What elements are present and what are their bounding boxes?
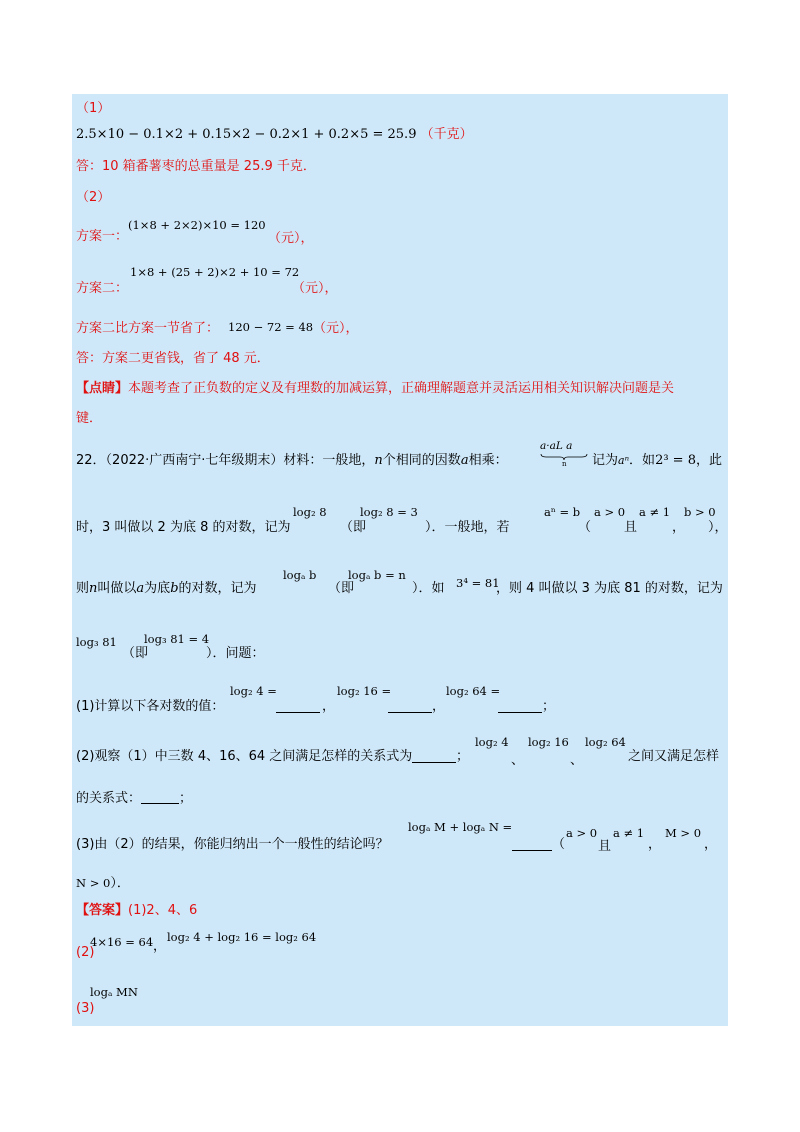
sub3-a-ne-1: a ≠ 1 [613, 826, 645, 840]
var-a-2: a [136, 581, 145, 596]
q22-l2-comma: ， [672, 520, 686, 535]
q22-text-f: ，此 [695, 453, 722, 468]
q22-text-a: 材料：一般地， [283, 453, 375, 468]
sub1-log4: log₂ 4 = [230, 684, 277, 698]
q22-l2-open: （ [578, 520, 592, 535]
sub1-blank-1[interactable] [276, 700, 320, 713]
answer-2-comma: ， [153, 939, 167, 954]
sub1-comma-1: ， [322, 699, 336, 714]
part1-unit: （千克） [420, 127, 473, 142]
q22-line2: 时，3 叫做以 2 为底 8 的对数，记为 [76, 520, 291, 535]
brace-n: n [562, 460, 567, 468]
sub2-tail: 之间又满足怎样 [628, 749, 720, 764]
part2-answer: 答：方案二更省钱，省了 48 元． [76, 351, 270, 366]
sub3-M-gt-0: M > 0 [665, 826, 702, 840]
log-a-b-eq-n: logₐ b = n [348, 568, 406, 582]
sub1-comma-2: ， [432, 699, 446, 714]
sub2-label: (2)观察（1）中三数 4、16、64 之间满足怎样的关系式为 [76, 749, 413, 764]
q22-number: 22． [76, 453, 106, 468]
q22-l3-c: 为底 [144, 581, 171, 596]
q22-text-b: 个相同的因数 [382, 453, 461, 468]
part1-formula-text: 2.5×10 − 0.1×2 + 0.15×2 − 0.2×1 + 0.2×5 = 25.9 [76, 127, 417, 142]
sub2-log16: log₂ 16 [528, 735, 569, 749]
plan2-formula: 1×8 + (25 + 2)×2 + 10 = 72 [130, 265, 300, 279]
comment-line2: 键． [76, 411, 103, 426]
sub1-label: (1)计算以下各对数的值： [76, 699, 225, 714]
sub3-formula: logₐ M + logₐ N = [408, 820, 513, 834]
comment-line1 [76, 380, 674, 398]
sub3-comma-2: ， [704, 837, 718, 852]
sub2-sep-1: 、 [511, 753, 525, 768]
q22-l2-c: ）．一般地，若 [425, 520, 510, 535]
save-unit: （元）， [313, 321, 359, 336]
plan2-unit: （元）， [292, 281, 338, 296]
sub3-line2 [76, 874, 130, 893]
b-gt-0: b > 0 [684, 505, 716, 519]
sub1-log64: log₂ 64 = [446, 684, 501, 698]
a-power-n: aⁿ [618, 454, 630, 467]
sub2-sep-2: 、 [570, 753, 584, 768]
sub2-log64: log₂ 64 [585, 735, 626, 749]
sub3-label: (3)由（2）的结果，你能归纳出一个一般性的结论吗？ [76, 837, 389, 852]
sub1-log16: log₂ 16 = [337, 684, 392, 698]
log2-8-eq: log₂ 8 = 3 [360, 505, 418, 519]
brace-content: a·aL a [540, 440, 573, 452]
sub2-line2-label: 的关系式： [76, 791, 142, 806]
q22-line1 [76, 452, 508, 470]
q22-line3 [76, 580, 257, 598]
answer-panel [72, 94, 728, 1026]
part1-formula [76, 126, 473, 144]
a-ne-1: a ≠ 1 [639, 505, 671, 519]
comment-text1: 本题考查了正负数的定义及有理数的加减运算，正确理解题意并灵活运用相关知识解决问题是关 [128, 381, 675, 396]
comment-tag: 【点睛】 [76, 381, 129, 396]
q22-l3-f: ）．如 [412, 581, 445, 596]
answer-3-label: (3) [76, 1001, 95, 1016]
log2-8: log₂ 8 [293, 505, 327, 519]
part1-answer: 答：10 箱番薯枣的总重量是 25.9 千克． [76, 159, 316, 174]
var-n-2: n [89, 581, 98, 596]
sub1-end: ； [542, 699, 556, 714]
two-cubed: 2³ = 8 [655, 453, 696, 468]
log3-81-eq: log₃ 81 = 4 [144, 632, 210, 646]
q22-l3-b: 叫做以 [97, 581, 137, 596]
answer-2-formula-1: 4×16 = 64 [90, 935, 154, 949]
q22-text-d-label: 记为 [592, 453, 619, 468]
q22-l3-a: 则 [76, 581, 90, 596]
answer-2-label: (2) [76, 945, 95, 960]
q22-l2-ji: （即 [340, 520, 367, 535]
q22-l4-ji: （即 [122, 646, 149, 661]
part2-label: （2） [76, 190, 111, 205]
sub3-and: 且 [598, 839, 612, 854]
var-a: a [460, 453, 469, 468]
sub1-blank-3[interactable] [498, 700, 542, 713]
over-brace-expression [540, 440, 572, 452]
plan1-unit: （元）， [268, 231, 314, 246]
q22-source: （2022·广西南宁·七年级期末） [105, 453, 284, 468]
var-b: b [170, 581, 179, 596]
q22-text-d [592, 452, 722, 470]
sub1-blank-2[interactable] [388, 700, 432, 713]
answer-line1 [76, 902, 197, 920]
sub2-line2 [76, 790, 192, 808]
part1-label: （1） [76, 101, 111, 116]
sub3-blank[interactable] [512, 838, 552, 851]
q22-l3-g: ，则 4 叫做以 3 为底 81 的对数，记为 [496, 581, 723, 596]
plan1-label: 方案一： [76, 229, 129, 244]
log3-81: log₃ 81 [76, 635, 117, 649]
q22-l3-d: 的对数，记为 [178, 581, 257, 596]
q22-l4-b: ）．问题： [206, 646, 265, 661]
answer-tag: 【答案】 [76, 903, 129, 918]
plan2-label: 方案二： [76, 281, 129, 296]
q22-l2-close: ）， [708, 520, 728, 535]
sub2-blank-2[interactable] [141, 791, 179, 804]
q22-l2-and: 且 [624, 520, 638, 535]
sub2-log4: log₂ 4 [475, 735, 509, 749]
an-eq-b: aⁿ = b [544, 505, 581, 519]
var-n: n [374, 453, 383, 468]
log-a-b: logₐ b [283, 568, 317, 582]
sub3-N-gt-0: N > 0 [76, 876, 111, 890]
three-pow-4: 3⁴ = 81 [456, 576, 500, 590]
sub3-comma-1: ， [648, 837, 662, 852]
q22-text-e: ．如 [629, 453, 656, 468]
sub3-close: ）． [110, 876, 130, 891]
save-formula: 120 − 72 = 48 [228, 320, 314, 334]
plan1-formula: (1×8 + 2×2)×10 = 120 [128, 218, 266, 232]
q22-l3-ji: （即 [328, 581, 355, 596]
answer-1: (1)2、4、6 [128, 903, 198, 918]
sub3-a-gt-0: a > 0 [566, 826, 598, 840]
a-gt-0: a > 0 [594, 505, 626, 519]
sub2-blank-1[interactable] [412, 750, 456, 763]
answer-2-formula-2: log₂ 4 + log₂ 16 = log₂ 64 [167, 930, 317, 944]
save-label: 方案二比方案一节省了： [76, 321, 220, 336]
answer-3-formula: logₐ MN [90, 985, 138, 999]
sub2-end: ； [179, 791, 193, 806]
q22-text-c: 相乘： [468, 453, 508, 468]
sub3-open: （ [552, 837, 566, 852]
sub2-semi: ； [456, 749, 470, 764]
